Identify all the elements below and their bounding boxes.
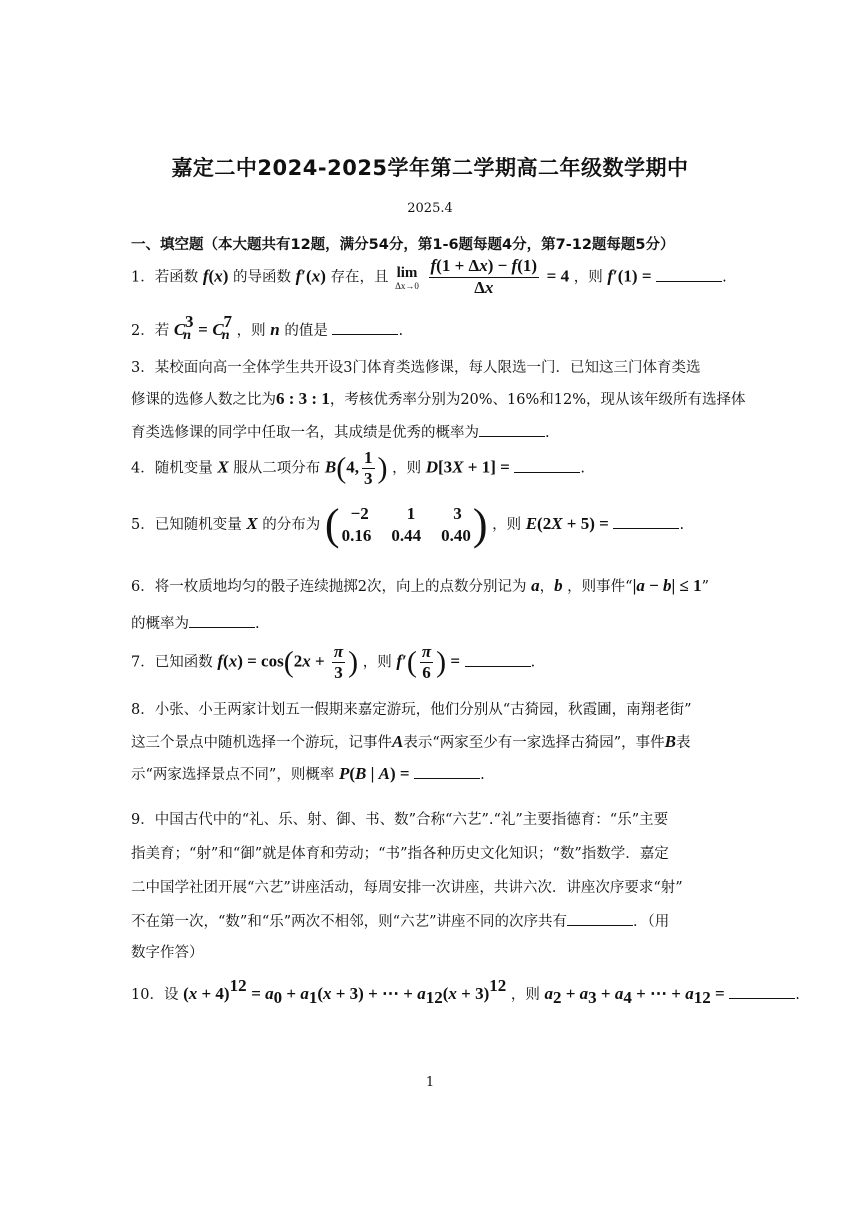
answer-blank-5: [613, 514, 679, 529]
answer-blank-1: [656, 267, 722, 282]
exam-date: 2025.4: [407, 201, 453, 216]
question-9-line-5: 数字作答）: [131, 945, 204, 961]
question-2: 2．若 $C_n^3 = C_n^7$ ，则 n 的值是 .: [131, 312, 404, 343]
distribution-table: −2 1 3 0.16 0.44 0.40: [341, 504, 471, 545]
answer-blank-6: [189, 613, 255, 628]
section-heading: 一、填空题（本大题共有12题，满分54分，第1-6题每题4分，第7-12题每题5分）: [131, 237, 675, 253]
difference-quotient: $\frac{f(1 + \Delta x) - f(1)}{\Delta x}$: [430, 256, 538, 297]
question-8-line-1: 8．小张、小王两家计划五一假期来嘉定游玩，他们分别从“古猗园，秋霞圃，南翔老街”: [131, 702, 692, 718]
answer-blank-3: [479, 422, 545, 437]
answer-blank-2: [332, 320, 398, 335]
question-9-line-3: 二中国学社团开展“六艺”讲座活动，每周安排一次讲座，共讲六次．讲座次序要求“射”: [131, 880, 683, 896]
answer-blank-9: [567, 911, 633, 926]
page-number: 1: [425, 1075, 435, 1090]
question-6-line-2: 的概率为 .: [131, 612, 260, 633]
question-8-line-2: 这三个景点中随机选择一个游玩，记事件A表示“两家至少有一家选择古猗园”，事件B表: [131, 732, 691, 751]
question-4: 4．随机变量 X 服从二项分布 B(4, $\frac{1}{3}$ ) ，则 D[3X + 1] = .: [131, 448, 586, 488]
answer-blank-7: [465, 652, 531, 667]
question-6-line-1: 6．将一枚质地均匀的骰子连续抛掷2次，向上的点数分别记为 a，b ，则事件“|a − b| ≤ 1”: [131, 576, 710, 595]
question-8-line-3: 示“两家选择景点不同”，则概率 P(B | A) = .: [131, 764, 485, 783]
page-title: 嘉定二中2024-2025学年第二学期高二年级数学期中: [171, 156, 689, 180]
answer-blank-10: [729, 984, 795, 999]
question-3-line-2: 修课的选修人数之比为6 : 3 : 1，考核优秀率分别为20%、16%和12%，现从该年级所有选择体: [131, 389, 746, 408]
limit-expression: lim Δx→0: [395, 264, 419, 291]
question-5: 5．已知随机变量 X 的分布为 ( −2 1 3 0.16 0.44 0.40 ) ，则 E(2X + 5) = .: [131, 500, 685, 549]
question-3-line-1: 3．某校面向高一全体学生共开设3门体育类选修课，每人限选一门．已知这三门体育类选: [131, 360, 701, 376]
question-10: 10．设 $(x + 4)^{12} = a_0 + a_1(x + 3)$ + ⋯ + $a_{12}(x + 3)^{12}$ ，则 $a_2 + a_3 + a_4$ + ⋯ + $a_{12}$ = .: [131, 976, 800, 1007]
question-1: 1．若函数 f(x) 的导函数 f′(x) 存在，且 lim Δx→0 $\frac{f(1 + \Delta x) - f(1)}{\Delta x}$ = 4 ，则 f′(1) = .: [131, 256, 727, 297]
question-9-line-2: 指美育；“射”和“御”就是体育和劳动；“书”指各种历史文化知识；“数”指数学．嘉定: [131, 846, 669, 862]
question-7: 7．已知函数 f(x) = cos(2x + $\frac{\pi}{3}$ ) ，则 f′( $\frac{\pi}{6}$ ) = .: [131, 642, 536, 682]
question-3-line-3: 育类选修课的同学中任取一名，其成绩是优秀的概率为 .: [131, 421, 550, 442]
question-9-line-1: 9．中国古代中的“礼、乐、射、御、书、数”合称“六艺”.“礼”主要指德育：“乐”主要: [131, 812, 669, 828]
answer-blank-8: [414, 764, 480, 779]
question-9-line-4: 不在第一次，“数”和“乐”两次不相邻，则“六艺”讲座不同的次序共有 ．（用: [131, 910, 669, 931]
answer-blank-4: [514, 458, 580, 473]
